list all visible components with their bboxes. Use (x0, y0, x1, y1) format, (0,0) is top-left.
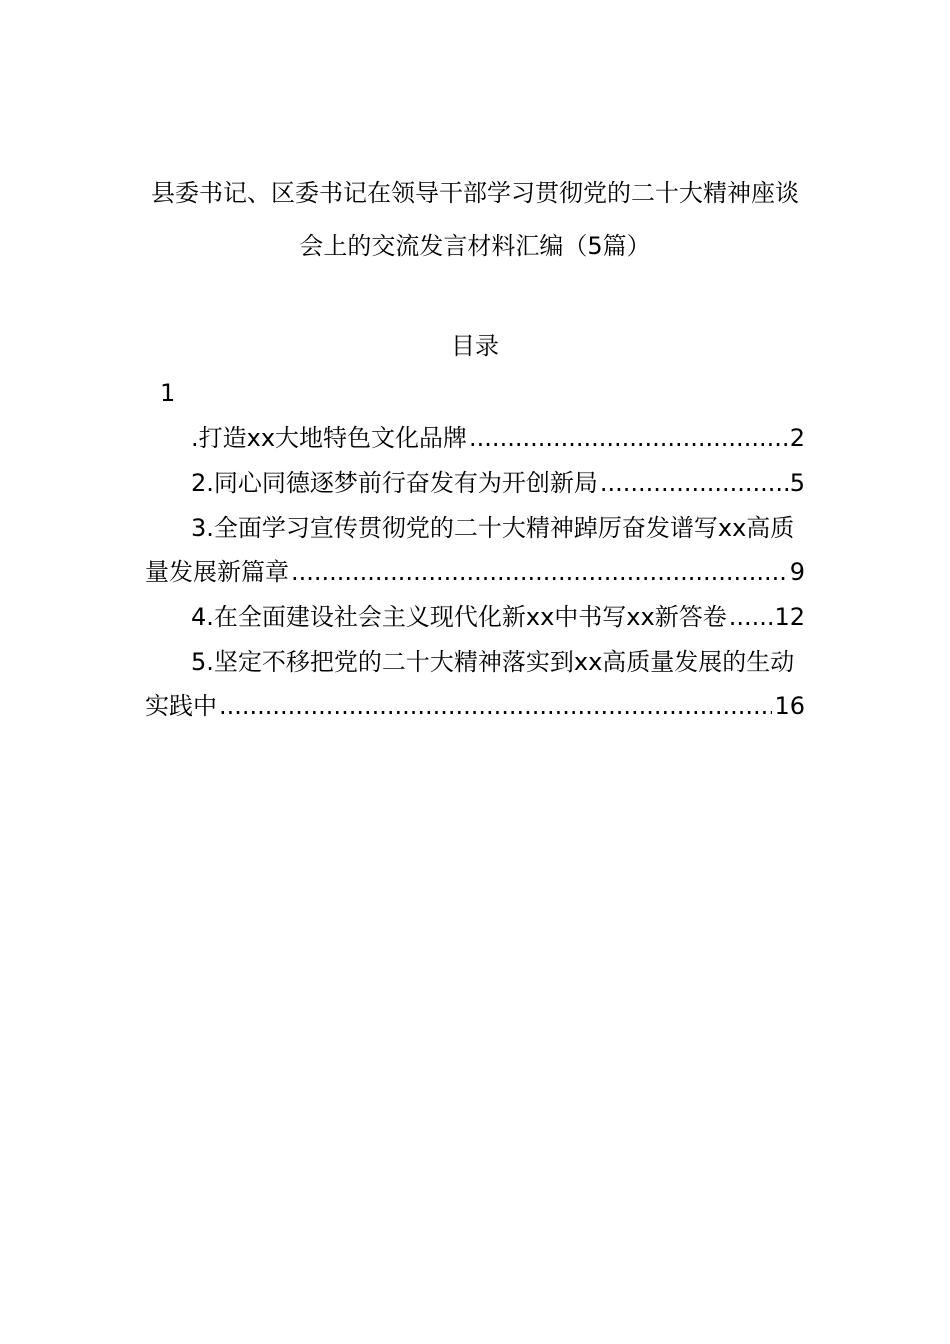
document-title-line-1: 县委书记、区委书记在领导干部学习贯彻党的二十大精神座谈 (151, 179, 799, 207)
toc-entry-2[interactable] (145, 468, 805, 498)
toc-entry-text: 5.坚定不移把党的二十大精神落实到xx高质量发展的生动 (191, 648, 795, 676)
toc-leader-dots (219, 691, 772, 721)
toc-stray-number: 1 (160, 379, 176, 407)
toc-entry-4[interactable] (145, 602, 805, 632)
document-title-line-2: 会上的交流发言材料汇编（5篇） (299, 232, 651, 260)
toc-leader-dots (600, 468, 788, 498)
toc-entry-text: 3.全面学习宣传贯彻党的二十大精神踔厉奋发谱写xx高质 (191, 514, 795, 542)
toc-entry-page: 2 (789, 424, 805, 452)
toc-entry-text: 实践中 (145, 692, 217, 720)
toc-entry-5-line-2[interactable] (145, 691, 805, 721)
toc-entry-3-line-2[interactable] (145, 557, 805, 587)
toc-entry-text: 2.同心同德逐梦前行奋发有为开创新局 (191, 469, 598, 497)
toc-entry-page: 9 (789, 558, 805, 586)
toc-entry-3-line-1[interactable] (145, 513, 805, 543)
toc-heading: 目录 (451, 332, 499, 360)
toc-entry-text: 量发展新篇章 (145, 558, 289, 586)
toc-entry-page: 5 (789, 469, 805, 497)
toc-entry-text: 4.在全面建设社会主义现代化新xx中书写xx新答卷 (191, 603, 727, 631)
toc-entry-page: 12 (774, 603, 805, 631)
toc-entry-5-line-1[interactable] (145, 647, 805, 677)
toc-leader-dots (469, 423, 788, 453)
toc-leader-dots (291, 557, 788, 587)
toc-entry-page: 16 (774, 692, 805, 720)
toc-entry-text: .打造xx大地特色文化品牌 (191, 424, 468, 452)
toc-leader-dots (729, 602, 773, 632)
toc-entry-1[interactable] (145, 423, 805, 453)
